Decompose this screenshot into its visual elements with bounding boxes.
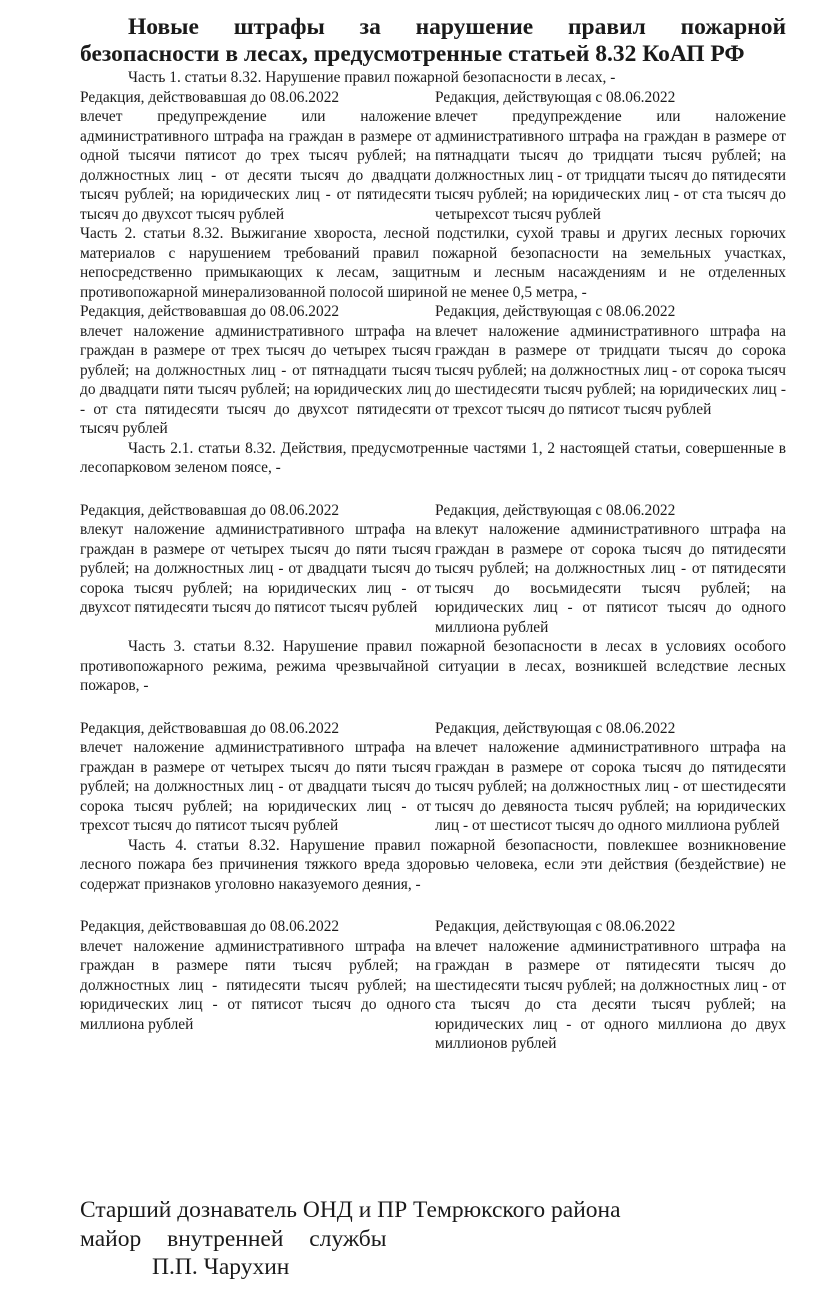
old-edition-column [80,917,431,1034]
old-edition-column [80,719,431,836]
old-edition-column [80,501,431,618]
section-part-3 [80,637,786,836]
old-edition-text: влечет предупреждение или наложение административного штрафа на граждан в размере от одной тысячи пятисот до трех тысяч рублей; на должностных лиц - от десяти тысяч до двадцати тысяч рублей; на юридических лиц - от пятидесяти тысяч до двухсот тысяч рублей [80,108,431,223]
comparison-columns [80,719,786,836]
old-edition-header: Редакция, действовавшая до 08.06.2022 [80,88,340,106]
new-edition-header: Редакция, действующая с 08.06.2022 [435,88,676,106]
new-edition-text: влечет наложение административного штрафа на граждан в размере от сорока тысяч до пятидесяти тысяч рублей; на должностных лиц - от шестидесяти тысяч до девяноста тысяч рублей; на юридических лиц - от шестисот тысяч до одного миллиона рублей [435,739,786,834]
section-part-4 [80,836,786,1054]
comparison-columns [80,917,786,1054]
old-edition-text: влечет наложение административного штрафа на граждан в размере от четырех тысяч до пяти тысяч рублей; на должностных лиц - от двадцати тысяч до сорока тысяч рублей; на юридических лиц - от трехсот тысяч до пятисот тысяч рублей [80,739,431,834]
old-edition-text: влечет наложение административного штрафа на граждан в размере пяти тысяч рублей; на должностных лиц - пятидесяти тысяч рублей; на юридических лиц - от пятисот тысяч до одного миллиона рублей [80,937,431,1033]
signatory-rank: майор внутренней службы [80,1225,387,1252]
old-edition-column [80,88,431,225]
section-heading: Часть 3. статьи 8.32. Нарушение правил пожарной безопасности в лесах в условиях особого противопожарного режима, режима чрезвычайной ситуации в лесах, возникшей вследствие лесных пожаров, - [80,638,786,694]
old-edition-text: влекут наложение административного штрафа на граждан в размере от четырех тысяч до пяти тысяч рублей; на должностных лиц - от двадцати тысяч до сорока тысяч рублей; на юридических лиц - от двухсот пятидесяти тысяч до пятисот тысяч рублей [80,521,431,616]
new-edition-column [435,302,786,419]
new-edition-column [435,917,786,1054]
new-edition-text: влечет наложение административного штрафа на граждан в размере от тридцати тысяч до сорока тысяч рублей; на должностных лиц - от сорока тысяч до шестидесяти тысяч рублей; на юридических лиц - от трехсот тысяч до пятисот тысяч рублей [435,322,786,418]
section-heading: Часть 2.1. статьи 8.32. Действия, предусмотренные частями 1, 2 настоящей статьи, совершенные в лесопарковом зеленом поясе, - [80,439,786,476]
section-heading: Часть 1. статьи 8.32. Нарушение правил пожарной безопасности в лесах, - [128,69,616,86]
new-edition-header: Редакция, действующая с 08.06.2022 [435,303,676,320]
document-title: Новые штрафы за нарушение правил пожарной безопасности в лесах, предусмотренные статьей 8.32 КоАП РФ [80,14,786,67]
old-edition-column [80,302,431,439]
document-body [80,14,786,1054]
comparison-columns [80,501,786,638]
new-edition-header: Редакция, действующая с 08.06.2022 [435,501,676,519]
section-part-2 [80,224,786,439]
comparison-columns [80,88,786,225]
new-edition-header: Редакция, действующая с 08.06.2022 [435,719,676,737]
old-edition-header: Редакция, действовавшая до 08.06.2022 [80,719,340,737]
signatory-name: П.П. Чарухин [152,1254,290,1280]
new-edition-column [435,88,786,225]
old-edition-text: влечет наложение административного штрафа на граждан в размере от трех тысяч до четырех тысяч рублей; на должностных лиц - от пятнадцати тысяч до двадцати пяти тысяч рублей; на юридических лиц - от ста пятидесяти тысяч до двухсот пятидесяти тысяч рублей [80,322,431,437]
old-edition-header: Редакция, действовавшая до 08.06.2022 [80,918,340,935]
old-edition-header: Редакция, действовавшая до 08.06.2022 [80,501,340,519]
section-heading: Часть 4. статьи 8.32. Нарушение правил пожарной безопасности, повлекшее возникновение лесного пожара без причинения тяжкого вреда здоровью человека, если эти действия (бездействие) не содержат признаков уголовно наказуемого деяния, - [80,836,786,893]
new-edition-text: влечет наложение административного штрафа на граждан в размере от пятидесяти тысяч до шестидесяти тысяч рублей; на должностных лиц - от ста тысяч до ста десяти тысяч рублей; на юридических лиц - от одного миллиона до двух миллионов рублей [435,937,786,1052]
new-edition-text: влекут наложение административного штрафа на граждан в размере от сорока тысяч до пятидесяти тысяч рублей; на должностных лиц - от пятидесяти тысяч до восьмидесяти тысяч рублей; на юридических лиц - от пятисот тысяч до одного миллиона рублей [435,521,786,636]
new-edition-header: Редакция, действующая с 08.06.2022 [435,918,676,935]
section-heading: Часть 2. статьи 8.32. Выжигание хвороста, лесной подстилки, сухой травы и других лесных горючих материалов с нарушением требований правил пожарной безопасности на земельных участках, непосредственно примыкающих к лесам, защитным и лесным насаждениям и не отделенных противопожарной минерализованной полосой шириной не менее 0,5 метра, - [80,225,786,301]
section-part-1 [80,68,786,224]
signatory-position: Старший дознаватель ОНД и ПР Темрюкского района [80,1197,621,1223]
new-edition-text: влечет предупреждение или наложение административного штрафа на граждан в размере от пятнадцати тысяч до тридцати тысяч рублей; на должностных лиц - от тридцати тысяч до пятидесяти тысяч рублей; на юридических лиц - от ста тысяч до четырехсот тысяч рублей [435,108,786,223]
signature-block [80,1196,786,1282]
section-part-2-1 [80,439,786,638]
comparison-columns [80,302,786,439]
new-edition-column [435,719,786,836]
new-edition-column [435,501,786,638]
old-edition-header: Редакция, действовавшая до 08.06.2022 [80,303,340,320]
